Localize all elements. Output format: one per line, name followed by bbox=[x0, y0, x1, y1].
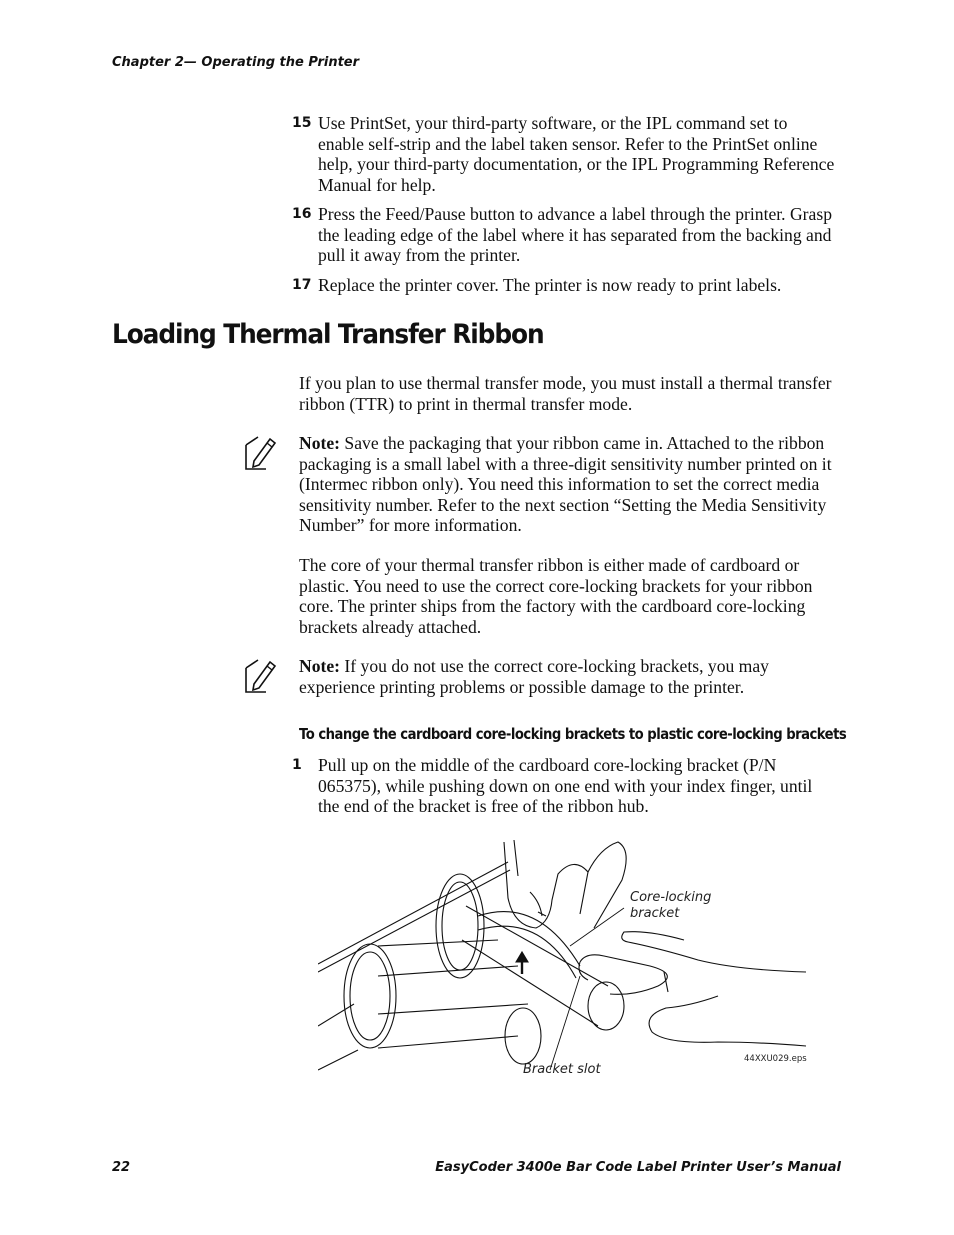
printer-hub-drawing bbox=[318, 836, 818, 1084]
section-heading: Loading Thermal Transfer Ribbon bbox=[112, 319, 544, 350]
intro-paragraph: If you plan to use thermal transfer mode, you must install a thermal transfer ribbon (TTR) to print in thermal transfer mode. bbox=[299, 373, 832, 414]
step-17 bbox=[292, 275, 837, 296]
note-text: If you do not use the correct core-locking brackets, you may experience printing problems or possible damage to the printer. bbox=[299, 656, 769, 697]
note-icon bbox=[242, 656, 278, 696]
core-locking-bracket-label: Core-locking bracket bbox=[630, 890, 712, 921]
step-text: Use PrintSet, your third-party software, or the IPL command set to enable self-strip and the label taken sensor. Refer to the PrintSet online help, your third-party documentation, or the IPL Programming Reference Manual for help. bbox=[318, 113, 835, 195]
step-16 bbox=[292, 204, 837, 266]
step-text: Pull up on the middle of the cardboard core-locking bracket (P/N 065375), while pushing down on one end with your index finger, until the end of the bracket is free of the ribbon hub. bbox=[318, 755, 813, 816]
note-2 bbox=[299, 656, 839, 697]
step-number: 16 bbox=[292, 206, 312, 222]
step-text: Press the Feed/Pause button to advance a label through the printer. Grasp the leading edge of the label where it has separated from the backing and pull it away from the printer. bbox=[318, 204, 832, 265]
procedure-heading: To change the cardboard core-locking brackets to plastic core-locking brackets bbox=[299, 725, 847, 743]
note-1 bbox=[299, 433, 839, 536]
note-text: Save the packaging that your ribbon came in. Attached to the ribbon packaging is a small label with a three-digit sensitivity number printed on it (Intermec ribbon only). You need this information to set the correct media sensitivity number. Refer to the next section “Setting the Media Sensitivity Number” for more information. bbox=[299, 433, 832, 535]
procedure-step-1 bbox=[292, 755, 837, 817]
running-header: Chapter 2— Operating the Printer bbox=[112, 55, 360, 70]
figure-file-code: 44XXU029.eps bbox=[744, 1054, 807, 1064]
note-label: Note: bbox=[299, 656, 341, 676]
core-paragraph: The core of your thermal transfer ribbon is either made of cardboard or plastic. You need to use the correct core-locking brackets for your ribbon core. The printer ships from the factory with the cardboard core-locking brackets already attached. bbox=[299, 555, 813, 637]
step-text: Replace the printer cover. The printer is now ready to print labels. bbox=[318, 275, 782, 295]
bracket-illustration bbox=[318, 836, 818, 1084]
bracket-slot-label: Bracket slot bbox=[523, 1062, 601, 1077]
step-number: 15 bbox=[292, 115, 312, 131]
step-number: 1 bbox=[292, 757, 302, 773]
step-15 bbox=[292, 113, 837, 195]
note-icon bbox=[242, 433, 278, 473]
note-label: Note: bbox=[299, 433, 341, 453]
manual-title: EasyCoder 3400e Bar Code Label Printer User’s Manual bbox=[435, 1160, 841, 1175]
page-number: 22 bbox=[112, 1160, 131, 1175]
step-number: 17 bbox=[292, 277, 312, 293]
